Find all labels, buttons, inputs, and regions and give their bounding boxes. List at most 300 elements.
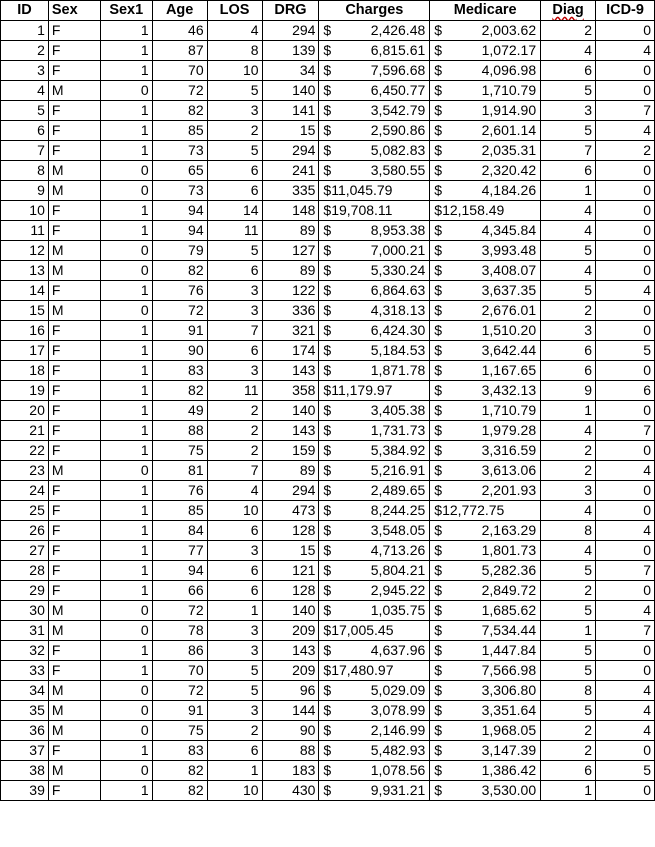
cell-drg: 358 — [262, 381, 319, 401]
cell-icd9: 4 — [596, 281, 655, 301]
amount-value: 5,384.92 — [370, 442, 426, 458]
cell-sex1: 1 — [100, 221, 152, 241]
cell-los: 3 — [207, 701, 262, 721]
cell-charges — [319, 81, 430, 101]
cell-icd9: 0 — [596, 661, 655, 681]
cell-diag: 4 — [541, 541, 596, 561]
cell-icd9: 0 — [596, 61, 655, 81]
header-icd9: ICD-9 — [596, 1, 655, 21]
cell-charges — [319, 601, 430, 621]
table-row — [1, 361, 655, 381]
cell-age: 82 — [152, 781, 207, 801]
amount-value: 1,685.62 — [481, 602, 537, 618]
cell-drg: 121 — [262, 561, 319, 581]
cell-sex1: 1 — [100, 141, 152, 161]
cell-age: 79 — [152, 241, 207, 261]
amount-value: 1,386.42 — [481, 762, 537, 778]
cell-los: 6 — [207, 561, 262, 581]
cell-sex: F — [48, 581, 100, 601]
cell-charges — [319, 741, 430, 761]
cell-icd9: 4 — [596, 461, 655, 481]
cell-medicare — [430, 281, 541, 301]
cell-sex: M — [48, 461, 100, 481]
cell-id: 13 — [1, 261, 49, 281]
cell-diag: 2 — [541, 441, 596, 461]
cell-diag: 5 — [541, 661, 596, 681]
cell-diag: 5 — [541, 121, 596, 141]
cell-los: 4 — [207, 21, 262, 41]
cell-drg: 241 — [262, 161, 319, 181]
table-row — [1, 41, 655, 61]
cell-sex: M — [48, 241, 100, 261]
amount-value: 4,637.96 — [370, 642, 426, 658]
cell-age: 70 — [152, 61, 207, 81]
cell-diag: 2 — [541, 581, 596, 601]
cell-drg: 209 — [262, 621, 319, 641]
table-row — [1, 541, 655, 561]
amount-value: 3,580.55 — [370, 162, 426, 178]
cell-id: 37 — [1, 741, 49, 761]
currency-symbol: $ — [323, 182, 332, 198]
cell-charges — [319, 581, 430, 601]
cell-icd9: 0 — [596, 741, 655, 761]
amount-value: 2,320.42 — [481, 162, 537, 178]
cell-icd9: 0 — [596, 81, 655, 101]
amount-value: 2,945.22 — [370, 582, 426, 598]
cell-age: 65 — [152, 161, 207, 181]
amount-value: 9,931.21 — [370, 782, 426, 798]
cell-sex: M — [48, 681, 100, 701]
currency-symbol: $ — [434, 722, 443, 738]
cell-sex1: 1 — [100, 281, 152, 301]
amount-value: 1,731.73 — [370, 422, 426, 438]
currency-symbol: $ — [323, 662, 332, 678]
cell-id: 1 — [1, 21, 49, 41]
cell-diag: 4 — [541, 501, 596, 521]
currency-symbol: $ — [323, 622, 332, 638]
cell-id: 8 — [1, 161, 49, 181]
table-row — [1, 161, 655, 181]
currency-symbol: $ — [323, 202, 332, 218]
cell-medicare — [430, 181, 541, 201]
cell-charges — [319, 541, 430, 561]
cell-drg: 140 — [262, 401, 319, 421]
cell-sex1: 0 — [100, 721, 152, 741]
cell-sex1: 0 — [100, 161, 152, 181]
table-row — [1, 201, 655, 221]
cell-sex: F — [48, 221, 100, 241]
currency-symbol: $ — [323, 422, 332, 438]
cell-los: 2 — [207, 441, 262, 461]
cell-sex: F — [48, 421, 100, 441]
currency-symbol: $ — [434, 222, 443, 238]
currency-symbol: $ — [323, 302, 332, 318]
cell-los: 3 — [207, 361, 262, 381]
cell-charges — [319, 621, 430, 641]
cell-icd9: 0 — [596, 321, 655, 341]
cell-icd9: 0 — [596, 581, 655, 601]
currency-symbol: $ — [434, 542, 443, 558]
cell-los: 3 — [207, 541, 262, 561]
cell-drg: 122 — [262, 281, 319, 301]
amount-value: 3,637.35 — [481, 282, 537, 298]
currency-symbol: $ — [434, 782, 443, 798]
cell-age: 88 — [152, 421, 207, 441]
cell-drg: 183 — [262, 761, 319, 781]
cell-id: 15 — [1, 301, 49, 321]
cell-drg: 88 — [262, 741, 319, 761]
cell-icd9: 0 — [596, 301, 655, 321]
cell-charges — [319, 21, 430, 41]
cell-id: 30 — [1, 601, 49, 621]
cell-id: 11 — [1, 221, 49, 241]
cell-age: 75 — [152, 721, 207, 741]
cell-diag: 3 — [541, 101, 596, 121]
currency-symbol: $ — [434, 122, 443, 138]
cell-age: 94 — [152, 221, 207, 241]
amount-value: 4,713.26 — [370, 542, 426, 558]
currency-symbol: $ — [323, 722, 332, 738]
cell-icd9: 2 — [596, 141, 655, 161]
cell-charges — [319, 761, 430, 781]
cell-age: 72 — [152, 81, 207, 101]
currency-symbol: $ — [323, 582, 332, 598]
currency-symbol: $ — [434, 602, 443, 618]
cell-diag: 5 — [541, 601, 596, 621]
cell-sex: F — [48, 201, 100, 221]
cell-los: 2 — [207, 421, 262, 441]
cell-sex: F — [48, 781, 100, 801]
currency-symbol: $ — [323, 362, 332, 378]
currency-symbol: $ — [434, 522, 443, 538]
amount-value: 7,566.98 — [481, 662, 537, 678]
cell-sex1: 1 — [100, 641, 152, 661]
amount-value: 1,710.79 — [481, 402, 537, 418]
amount-value: 2,163.29 — [481, 522, 537, 538]
cell-charges — [319, 561, 430, 581]
table-row — [1, 601, 655, 621]
cell-los: 2 — [207, 401, 262, 421]
cell-age: 81 — [152, 461, 207, 481]
cell-medicare — [430, 521, 541, 541]
cell-sex1: 1 — [100, 781, 152, 801]
cell-icd9: 0 — [596, 21, 655, 41]
table-row — [1, 81, 655, 101]
cell-charges — [319, 361, 430, 381]
cell-diag: 5 — [541, 641, 596, 661]
cell-los: 3 — [207, 641, 262, 661]
cell-charges — [319, 661, 430, 681]
table-row — [1, 681, 655, 701]
amount-value: 1,871.78 — [370, 362, 426, 378]
cell-icd9: 0 — [596, 481, 655, 501]
table-row — [1, 241, 655, 261]
cell-id: 23 — [1, 461, 49, 481]
cell-los: 5 — [207, 681, 262, 701]
cell-id: 10 — [1, 201, 49, 221]
cell-sex: F — [48, 661, 100, 681]
currency-symbol: $ — [323, 602, 332, 618]
cell-los: 5 — [207, 141, 262, 161]
cell-age: 72 — [152, 301, 207, 321]
currency-symbol: $ — [434, 282, 443, 298]
cell-los: 3 — [207, 281, 262, 301]
cell-age: 82 — [152, 261, 207, 281]
cell-medicare — [430, 601, 541, 621]
cell-icd9: 7 — [596, 101, 655, 121]
amount-value: 1,979.28 — [481, 422, 537, 438]
cell-sex: F — [48, 481, 100, 501]
table-row — [1, 281, 655, 301]
cell-icd9: 6 — [596, 381, 655, 401]
cell-drg: 127 — [262, 241, 319, 261]
currency-symbol: $ — [434, 402, 443, 418]
currency-symbol: $ — [434, 442, 443, 458]
cell-age: 73 — [152, 181, 207, 201]
cell-charges — [319, 161, 430, 181]
cell-icd9: 0 — [596, 501, 655, 521]
currency-symbol: $ — [323, 782, 332, 798]
cell-age: 94 — [152, 201, 207, 221]
table-row — [1, 141, 655, 161]
cell-los: 4 — [207, 481, 262, 501]
cell-diag: 1 — [541, 401, 596, 421]
cell-medicare — [430, 161, 541, 181]
cell-diag: 8 — [541, 521, 596, 541]
amount-value: 8,953.38 — [370, 222, 426, 238]
cell-icd9: 5 — [596, 761, 655, 781]
cell-age: 77 — [152, 541, 207, 561]
cell-charges — [319, 241, 430, 261]
currency-symbol: $ — [434, 22, 443, 38]
amount-value: 2,146.99 — [370, 722, 426, 738]
cell-icd9: 4 — [596, 721, 655, 741]
cell-los: 6 — [207, 181, 262, 201]
cell-sex: M — [48, 161, 100, 181]
cell-sex: M — [48, 621, 100, 641]
currency-symbol: $ — [323, 142, 332, 158]
cell-sex1: 1 — [100, 321, 152, 341]
cell-age: 91 — [152, 321, 207, 341]
cell-sex1: 1 — [100, 101, 152, 121]
currency-symbol: $ — [434, 582, 443, 598]
cell-diag: 2 — [541, 301, 596, 321]
cell-age: 76 — [152, 481, 207, 501]
currency-symbol: $ — [323, 442, 332, 458]
cell-medicare — [430, 341, 541, 361]
cell-drg: 140 — [262, 81, 319, 101]
table-row — [1, 701, 655, 721]
currency-symbol: $ — [323, 62, 332, 78]
cell-drg: 143 — [262, 361, 319, 381]
cell-charges — [319, 101, 430, 121]
amount-value: 5,216.91 — [370, 462, 426, 478]
cell-sex: F — [48, 41, 100, 61]
cell-id: 29 — [1, 581, 49, 601]
cell-diag: 2 — [541, 741, 596, 761]
cell-id: 38 — [1, 761, 49, 781]
cell-medicare — [430, 561, 541, 581]
cell-charges — [319, 181, 430, 201]
cell-sex1: 1 — [100, 541, 152, 561]
cell-charges — [319, 681, 430, 701]
cell-id: 18 — [1, 361, 49, 381]
cell-medicare — [430, 721, 541, 741]
cell-diag: 1 — [541, 181, 596, 201]
cell-charges — [319, 441, 430, 461]
amount-value: 3,530.00 — [481, 782, 537, 798]
cell-sex1: 1 — [100, 521, 152, 541]
currency-symbol: $ — [434, 322, 443, 338]
amount-value: 3,147.39 — [481, 742, 537, 758]
cell-diag: 5 — [541, 701, 596, 721]
currency-symbol: $ — [323, 462, 332, 478]
table-row — [1, 181, 655, 201]
cell-diag: 1 — [541, 781, 596, 801]
table-row — [1, 301, 655, 321]
currency-symbol: $ — [434, 502, 443, 518]
amount-value: 3,613.06 — [481, 462, 537, 478]
cell-charges — [319, 121, 430, 141]
cell-drg: 34 — [262, 61, 319, 81]
cell-drg: 89 — [262, 221, 319, 241]
cell-icd9: 4 — [596, 41, 655, 61]
cell-age: 82 — [152, 761, 207, 781]
cell-drg: 15 — [262, 121, 319, 141]
cell-sex: M — [48, 701, 100, 721]
currency-symbol: $ — [434, 482, 443, 498]
cell-sex1: 1 — [100, 661, 152, 681]
cell-age: 46 — [152, 21, 207, 41]
amount-value: 2,201.93 — [481, 482, 537, 498]
cell-id: 17 — [1, 341, 49, 361]
cell-sex: M — [48, 761, 100, 781]
cell-medicare — [430, 201, 541, 221]
cell-medicare — [430, 581, 541, 601]
cell-los: 3 — [207, 301, 262, 321]
cell-sex1: 0 — [100, 181, 152, 201]
cell-sex1: 1 — [100, 121, 152, 141]
cell-sex1: 0 — [100, 461, 152, 481]
cell-drg: 294 — [262, 141, 319, 161]
cell-id: 5 — [1, 101, 49, 121]
amount-value: 3,432.13 — [481, 382, 537, 398]
cell-sex1: 1 — [100, 401, 152, 421]
cell-los: 1 — [207, 761, 262, 781]
currency-symbol: $ — [323, 282, 332, 298]
cell-icd9: 7 — [596, 561, 655, 581]
amount-value: 3,351.64 — [481, 702, 537, 718]
cell-id: 9 — [1, 181, 49, 201]
amount-value: 5,184.53 — [370, 342, 426, 358]
cell-charges — [319, 61, 430, 81]
cell-los: 2 — [207, 721, 262, 741]
cell-icd9: 0 — [596, 241, 655, 261]
cell-sex: F — [48, 381, 100, 401]
cell-age: 78 — [152, 621, 207, 641]
cell-age: 83 — [152, 741, 207, 761]
currency-symbol: $ — [434, 342, 443, 358]
cell-drg: 148 — [262, 201, 319, 221]
cell-age: 76 — [152, 281, 207, 301]
header-id: ID — [1, 1, 49, 21]
cell-charges — [319, 781, 430, 801]
amount-value: 2,590.86 — [370, 122, 426, 138]
cell-los: 6 — [207, 741, 262, 761]
header-diag — [541, 1, 596, 21]
cell-icd9: 4 — [596, 601, 655, 621]
cell-charges — [319, 201, 430, 221]
cell-medicare — [430, 761, 541, 781]
cell-age: 49 — [152, 401, 207, 421]
cell-los: 2 — [207, 121, 262, 141]
amount-value: 7,000.21 — [370, 242, 426, 258]
cell-charges — [319, 421, 430, 441]
cell-age: 73 — [152, 141, 207, 161]
cell-sex1: 1 — [100, 441, 152, 461]
cell-age: 94 — [152, 561, 207, 581]
cell-medicare — [430, 361, 541, 381]
cell-drg: 336 — [262, 301, 319, 321]
amount-value: 7,596.68 — [370, 62, 426, 78]
cell-sex1: 0 — [100, 601, 152, 621]
currency-symbol: $ — [323, 102, 332, 118]
cell-id: 26 — [1, 521, 49, 541]
amount-value: 2,426.48 — [370, 22, 426, 38]
amount-value: 5,282.36 — [481, 562, 537, 578]
cell-sex: M — [48, 261, 100, 281]
cell-drg: 294 — [262, 21, 319, 41]
cell-los: 11 — [207, 221, 262, 241]
currency-symbol: $ — [434, 682, 443, 698]
currency-symbol: $ — [434, 102, 443, 118]
currency-symbol: $ — [434, 662, 443, 678]
currency-symbol: $ — [434, 262, 443, 278]
cell-id: 35 — [1, 701, 49, 721]
cell-sex1: 1 — [100, 361, 152, 381]
cell-age: 85 — [152, 501, 207, 521]
table-row — [1, 381, 655, 401]
table-row — [1, 221, 655, 241]
cell-charges — [319, 261, 430, 281]
cell-icd9: 0 — [596, 161, 655, 181]
table-row — [1, 641, 655, 661]
amount-value: 4,096.98 — [481, 62, 537, 78]
currency-symbol: $ — [323, 382, 332, 398]
cell-los: 5 — [207, 81, 262, 101]
table-body — [1, 21, 655, 801]
cell-icd9: 0 — [596, 401, 655, 421]
amount-value: 3,542.79 — [370, 102, 426, 118]
cell-sex: M — [48, 181, 100, 201]
cell-age: 66 — [152, 581, 207, 601]
currency-symbol: $ — [434, 462, 443, 478]
cell-los: 10 — [207, 501, 262, 521]
currency-symbol: $ — [323, 742, 332, 758]
currency-symbol: $ — [434, 622, 443, 638]
cell-diag: 6 — [541, 361, 596, 381]
amount-value: 1,914.90 — [481, 102, 537, 118]
cell-id: 12 — [1, 241, 49, 261]
cell-sex: F — [48, 141, 100, 161]
cell-drg: 335 — [262, 181, 319, 201]
cell-charges — [319, 461, 430, 481]
cell-age: 87 — [152, 41, 207, 61]
cell-icd9: 5 — [596, 341, 655, 361]
header-diag-label: Diag — [552, 2, 584, 18]
cell-diag: 4 — [541, 261, 596, 281]
currency-symbol: $ — [434, 302, 443, 318]
